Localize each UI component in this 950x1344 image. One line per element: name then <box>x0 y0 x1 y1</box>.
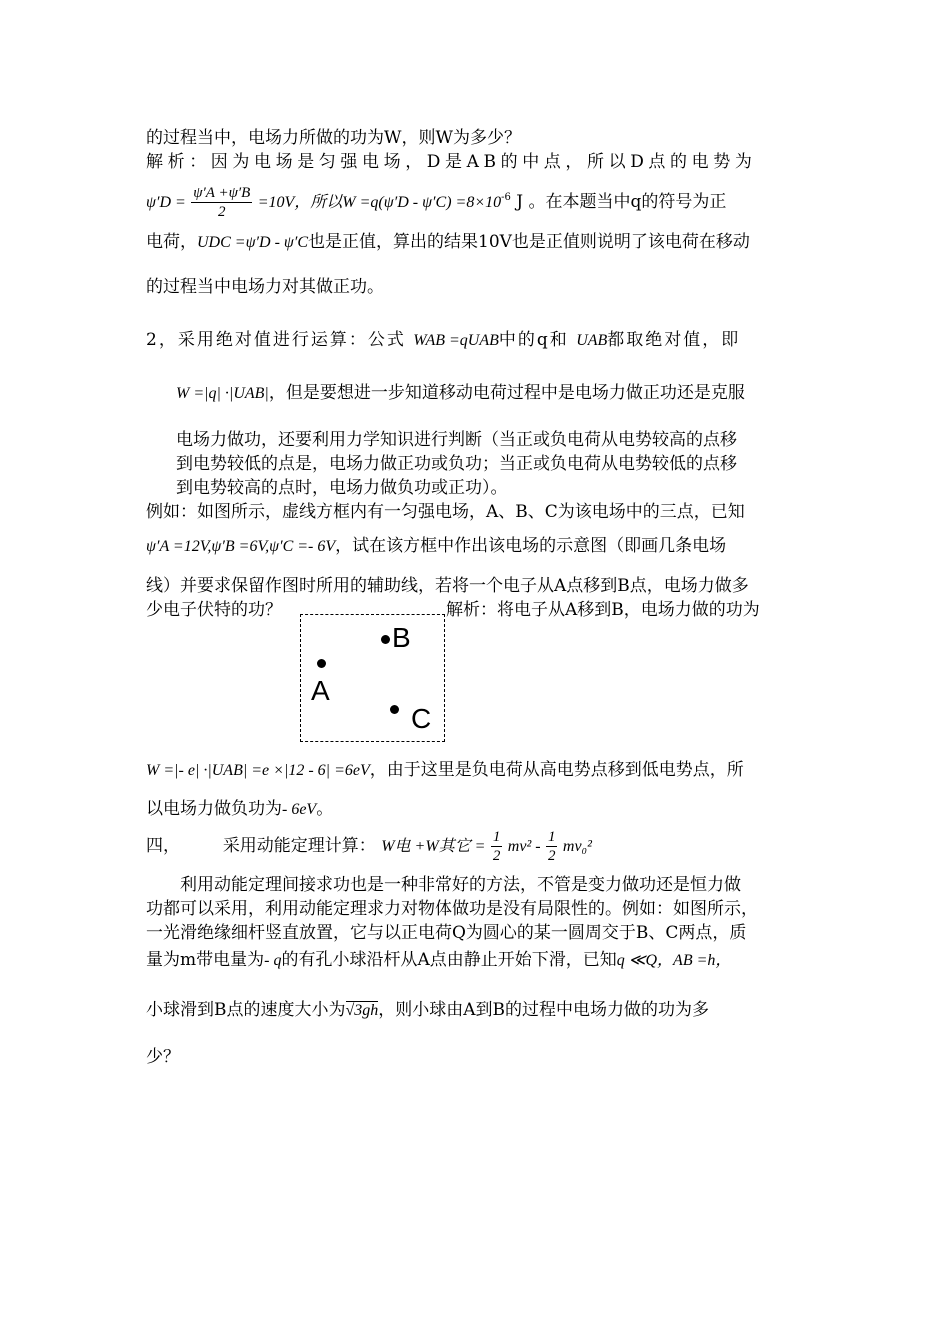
fraction: $\frac{1}{2}$ <box>492 829 501 864</box>
formula: q ≪Q，AB =h， <box>616 952 732 969</box>
text-line: 电场力做功，还要利用力学知识进行判断（当正或负电荷从电势较高的点移 <box>176 430 737 450</box>
point-b-label: B <box>392 622 411 653</box>
text-line: 到电势较低的点是，电场力做正功或负功；当正或负电荷从电势较低的点移 <box>176 454 737 474</box>
text-line: 一光滑绝缘细杆竖直放置，它与以正电荷Q为圆心的某一圆周交于B、C两点，质 <box>146 923 747 943</box>
formula: UAB <box>576 332 608 349</box>
point-a-dot <box>317 659 326 668</box>
point-c-label: C <box>411 703 432 734</box>
text-line <box>146 797 333 822</box>
point-a-label: A <box>311 675 330 706</box>
text-line: 的过程当中，电场力所做的功为W，则W为多少？ <box>146 128 521 148</box>
text-line <box>146 230 750 255</box>
formula: W电 +W其它 = <box>381 838 486 855</box>
fraction: $\frac{\psi'A +\psi'B}{2}$ <box>193 185 251 220</box>
text-line: 到电势较高的点时，电场力做负功或正功）。 <box>176 478 508 498</box>
text-segment: 小球滑到B点的速度大小为 <box>146 1000 346 1020</box>
text-segment: 。 <box>316 799 334 819</box>
formula: √3gh <box>345 1002 379 1019</box>
text-segment: 也是正值，算出的结果10V也是正值则说明了该电荷在移动 <box>308 232 750 252</box>
text-segment: 电荷， <box>146 232 197 252</box>
formula: W =|- e| ·|UAB| =e ×|12 - 6| =6eV <box>146 762 370 779</box>
text-line: 功都可以采用，利用动能定理求力对物体做功是没有局限性的。例如：如图所示， <box>146 899 758 919</box>
text-line <box>146 758 744 783</box>
fraction: $\frac{1}{2}$ <box>547 829 556 864</box>
text-line: 例如：如图所示，虚线方框内有一匀强电场，A、B、C为该电场中的三点，已知 <box>146 502 745 522</box>
text-segment: 以电场力做负功为 <box>146 799 282 819</box>
text-segment: 2，采用绝对值进行运算：公式 <box>146 330 406 350</box>
text-line <box>176 381 745 406</box>
formula: UDC =ψ′D - ψ′C <box>197 234 309 251</box>
point-c-dot <box>390 705 399 714</box>
text-line: 少电子伏特的功？ <box>146 600 282 620</box>
formula: W =|q| ·|UAB| <box>176 385 269 402</box>
formula: WAB =qUAB <box>413 332 499 349</box>
text-line <box>146 328 740 353</box>
text-segment: 都取绝对值，即 <box>607 330 741 350</box>
text-line: 的过程当中电场力对其做正功。 <box>146 277 384 297</box>
text-segment: ，由于这里是负电荷从高电势点移到低电势点，所 <box>369 760 744 780</box>
text-segment: 的有孔小球沿杆从A点由静止开始下滑，已知 <box>281 950 617 970</box>
text-line: 解析：因为电场是匀强电场，D是AB的中点，所以D点的电势为 <box>146 152 757 172</box>
formula-line <box>146 178 726 223</box>
text-segment: ，试在该方框中作出该电场的示意图（即画几条电场 <box>335 536 727 556</box>
text-line <box>146 534 726 559</box>
formula-line <box>146 826 592 867</box>
text-segment: 采用动能定理计算： <box>222 836 376 856</box>
formula: mv² - <box>507 838 541 855</box>
formula: ψ′A =12V,ψ′B =6V,ψ′C =- 6V <box>146 538 336 555</box>
text-line <box>146 948 731 973</box>
formula: mv₀² <box>562 838 592 855</box>
formula: ψ′D = <box>146 194 186 211</box>
text-segment: 中的q和 <box>498 330 569 350</box>
exponent: -6 <box>501 192 511 203</box>
electric-field-figure <box>300 614 445 742</box>
text-line: 线）并要求保留作图时所用的辅助线，若将一个电子从A点移到B点，电场力做多 <box>146 576 749 596</box>
text-segment: 量为m带电量为 <box>146 950 265 970</box>
formula: =10V，所以W =q(ψ′D - ψ′C) =8×10 <box>257 194 502 211</box>
text-segment: ，则小球由A到B的过程中电场力做的功为多 <box>378 1000 710 1020</box>
formula: - 6eV <box>282 801 317 818</box>
section-number: 四， <box>146 836 180 856</box>
point-b-dot <box>381 635 390 644</box>
text-segment: ，但是要想进一步知道移动电荷过程中是电场力做正功还是克服 <box>268 383 745 403</box>
formula: - q <box>264 952 282 969</box>
text-line: 解析：将电子从A移到B，电场力做的功为 <box>446 600 760 620</box>
text-segment: J 。在本题当中q的符号为正 <box>516 192 727 212</box>
text-line: 利用动能定理间接求功也是一种非常好的方法，不管是变力做功还是恒力做 <box>180 875 741 895</box>
text-line <box>146 998 709 1023</box>
text-line: 少？ <box>146 1047 180 1067</box>
